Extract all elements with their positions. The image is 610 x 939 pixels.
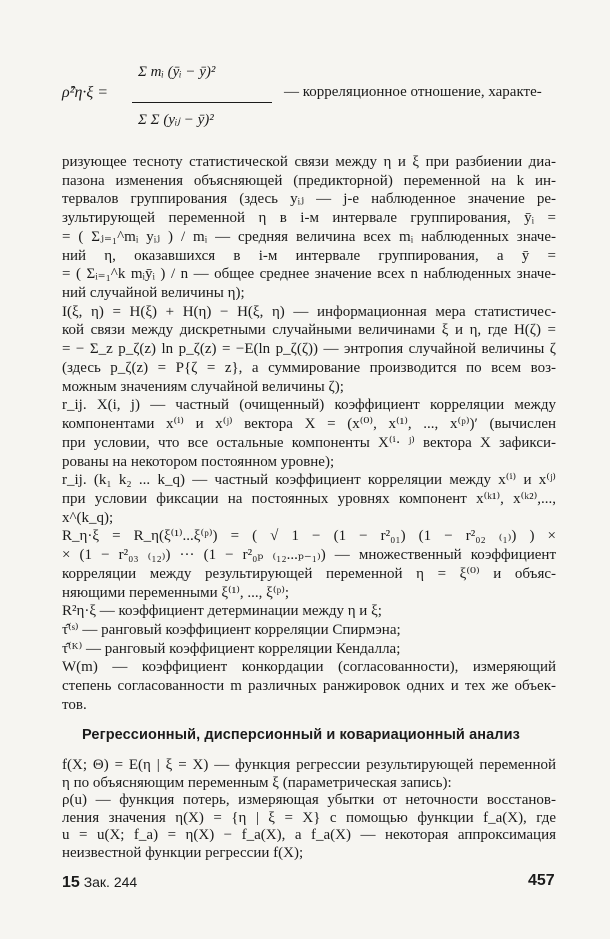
text-line: I(ξ, η) = H(ξ) + H(η) − H(ξ, η) — информационная мера статистичес-	[62, 303, 556, 320]
text-line: = ( Σᵢ₌₁^k mᵢȳᵢ ) / n — общее среднее значение всех n наблюденных значе-	[62, 266, 556, 283]
text-line: ризующее тесноту статистической связи между η и ξ при разбиении диа-	[62, 154, 556, 170]
formula-description: — корреляционное отношение, характе-	[284, 84, 542, 100]
text-line: при условии, что все остальные компоненты X⁽ⁱ· ʲ⁾ вектора X зафикси-	[62, 434, 556, 451]
text-line: u = u(X; f_a) = η(X) − f_a(X), а f_a(X) — некоторая аппроксимация	[62, 827, 556, 843]
text-line: кой связи между дискретными случайными величинами ξ и η, где H(ζ) =	[62, 322, 556, 339]
text-line: ления значения η(X) = {η | ξ = X} с помощью функции f_a(X), где	[62, 809, 556, 826]
text-line: R_η·ξ = R_η(ξ⁽¹⁾...ξ⁽ᵖ⁾) = ( √ 1 − (1 − r²₀₁) (1 − r²₀₂ ₍₁₎) ) ×	[62, 528, 556, 545]
text-line: ρ(u) — функция потерь, измеряющая убытки от неточности восстанов-	[62, 792, 556, 808]
text-line: компонентами x⁽ⁱ⁾ и x⁽ʲ⁾ вектора X = (x⁽⁰⁾, x⁽¹⁾, ..., x⁽ᵖ⁾)′ (вычислен	[62, 416, 556, 433]
regression-section-text	[62, 757, 556, 862]
text-line: η по объясняющим переменным ξ (параметрическая запись):	[62, 774, 452, 791]
formula-numerator: Σ mᵢ (ȳᵢ − ȳ)²	[138, 64, 216, 80]
formula-lhs: ρ̂²η·ξ =	[62, 84, 109, 101]
print-signature	[62, 874, 137, 892]
text-line: x^(k_q);	[62, 509, 114, 526]
text-line: зультирующей переменной η в i-м интервале группирования, ȳᵢ =	[62, 210, 556, 227]
text-line: ний случайной величины η);	[62, 285, 245, 302]
text-line: = − Σ_z p_ζ(z) ln p_ζ(z) = −E(ln p_ζ(ζ)) — энтропия случайной величины ζ	[62, 341, 556, 358]
text-line: τ̂⁽ᴷ⁾ — ранговый коэффициент корреляции Кендалла;	[62, 640, 401, 657]
text-line: τ̂⁽ˢ⁾ — ранговый коэффициент корреляции Спирмэна;	[62, 621, 401, 638]
text-line: корреляции между результирующей переменной η = ξ⁽⁰⁾ и объяс-	[62, 565, 556, 582]
text-line: × (1 − r²₀₃ ₍₁₂₎) ··· (1 − r²₀ₚ ₍₁₂...ₚ₋₁₎) — множественный коэффициент	[62, 547, 556, 564]
text-line: R²η·ξ — коэффициент детерминации между η и ξ;	[62, 603, 382, 620]
text-line: няющими переменными ξ⁽¹⁾, ..., ξ⁽ᵖ⁾;	[62, 584, 290, 601]
formula-denominator: Σ Σ (yᵢⱼ − ȳ)²	[138, 112, 214, 128]
text-line: пазона изменения объясняющей (предикторной) переменной на k ин-	[62, 172, 556, 189]
fraction-bar	[132, 102, 272, 103]
text-line: неизвестной функции регрессии f(X);	[62, 844, 304, 861]
text-line: f(X; Θ) = E(η | ξ = X) — функция регрессии результирующей переменной	[62, 757, 556, 773]
text-line: при условии фиксации на постоянных уровнях компонент x⁽ᵏ¹⁾, x⁽ᵏ²⁾,...,	[62, 490, 556, 507]
text-line: рованы на некотором постоянном уровне);	[62, 453, 335, 470]
text-line: тервалов группирования (здесь yᵢⱼ — j-е наблюденное значение ре-	[62, 191, 556, 208]
correlation-ratio-formula	[62, 52, 556, 152]
text-line: можным значениям случайной величины ζ);	[62, 378, 344, 395]
text-line: степень согласованности m различных ранжировок одних и тех же объек-	[62, 678, 556, 695]
text-line: r_ij. (k₁ k₂ ... k_q) — частный коэффициент корреляции между x⁽ⁱ⁾ и x⁽ʲ⁾	[62, 472, 556, 489]
text-line: r_ij. X(i, j) — частный (очищенный) коэффициент корреляции между	[62, 397, 556, 414]
text-line: тов.	[62, 696, 87, 713]
signature-number: 15	[62, 874, 80, 891]
text-line: ний η, оказавшихся в i-м интервале группирования, а ȳ =	[62, 247, 556, 264]
text-line: = ( Σⱼ₌₁^mᵢ yᵢⱼ ) / mᵢ — средняя величина всех mᵢ наблюденных значе-	[62, 228, 556, 245]
text-line: W(m) — коэффициент конкордации (согласованности), измеряющий	[62, 659, 556, 676]
text-line: (здесь p_ζ(z) = P{ζ = z}, а суммирование производится по всем воз-	[62, 359, 556, 376]
section-heading: Регрессионный, дисперсионный и ковариационный анализ	[82, 727, 520, 743]
definitions-text	[62, 153, 556, 715]
page-number: 457	[528, 872, 555, 889]
signature-text: Зак. 244	[83, 874, 138, 890]
